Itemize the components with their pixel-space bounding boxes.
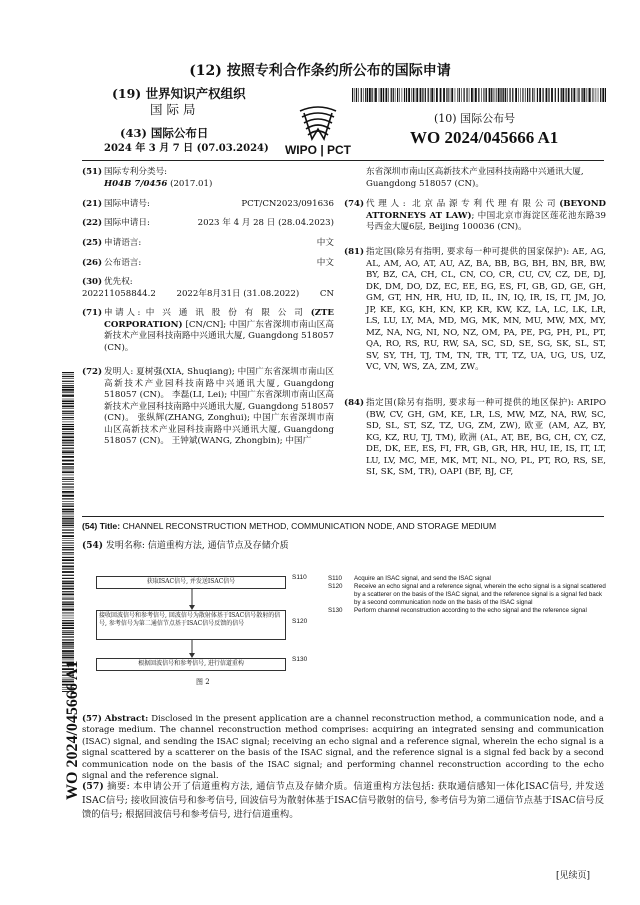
figure-caption: 图 2	[196, 678, 210, 686]
field-21: (21) 国际申请号: PCT/CN2023/091636	[82, 199, 334, 209]
abstract-cn: (57) 摘要: 本申请公开了信道重构方法, 通信节点及存储介质。信道重构方法包括: 获取通信感知一体化ISAC信号, 并发送ISAC信号; 接收回波信号和参考信号, 回波信号为散射体基于ISAC信号散射的信号, 参考信号为第二通信节点基于ISAC信号反馈的信号; 根据回波信号和参考信号, 进行信道重构。	[82, 781, 604, 820]
pubdate-value: 2024 年 3 月 7 日 (07.03.2024)	[104, 143, 269, 154]
flow-step-s130: S130	[292, 656, 308, 663]
pubnum-value: WO 2024/045666 A1	[410, 128, 559, 147]
field-51: (51) 国际专利分类号: H04B 7/0456 (2017.01)	[82, 167, 213, 189]
flow-step-s120: S120	[292, 618, 308, 625]
field-74: (74) 代理人: 北京品源专利代理有限公司(BEYOND ATTORNEYS AT LAW); 中国北京市海淀区莲花池东路39号西金大厦6层, Beijing 100036 (CN)。	[344, 199, 606, 233]
flow-box-s120: 接收回波信号和参考信号, 回波信号为散射体基于ISAC信号散射的信号, 参考信号为第二通信节点基于ISAC信号反馈的信号	[96, 610, 286, 640]
legend-row: S110 Acquire an ISAC signal, and send the ISAC signal	[328, 575, 491, 582]
flow-step-s110: S110	[292, 574, 307, 581]
field-25: (25) 申请语言: 中文	[82, 238, 334, 248]
field-84: (84) 指定国(除另有指明, 要求每一种可提供的地区保护): ARIPO (BW, CV, GH, GM, KE, LR, LS, MW, MZ, NA, RW, SC, SD, SL, ST, SZ, TZ, UG, ZM, ZW), 欧亚 (AM, AZ, BY, KG, KZ, RU, TJ, TM), 欧洲 (AL, AT, BE, BG, CH, CY, CZ, DE, DK, EE, ES, FI, FR, GB, GR, HR, HU, IE, IS, IT, LT, LU, LV, MC, ME, MK, MT, NL, NO, PL, PT, RO, RS, SE, SI, SK, SM, TR), OAPI (BF, BJ, CF,	[344, 398, 606, 478]
legend-row: S130 Perform channel reconstruction according to the echo signal and the reference signal	[328, 607, 587, 615]
continued-note: [见续页]	[556, 871, 591, 881]
svg-text:WIPO | PCT: WIPO | PCT	[284, 143, 352, 157]
field-30: (30) 优先权: 202211058844.2 2022年8月31日 (31.08.2022) CN	[82, 277, 334, 299]
pubdate-label: (43) 国际公布日	[120, 126, 209, 140]
figure-legend	[328, 575, 608, 615]
flow-box-s130: 根据回波信号和参考信号, 进行信道重构	[96, 658, 286, 671]
field-72: (72) 发明人: 夏树强(XIA, Shuqiang); 中国广东省深圳市南山区高新技术产业园科技南路中兴通讯大厦, Guangdong 518057 (CN)。 李磊(LI, Lei); 中国广东省深圳市南山区高新技术产业园科技南路中兴通讯大厦, Guangdong 518057 (CN)。 张纵辉(ZHANG, Zonghui); 中国广东省深圳市南山区高新技术产业园科技南路中兴通讯大厦, Guangdong 518057 (CN)。 王钟斌(WANG, Zhongbin); 中国广	[82, 367, 334, 447]
field-26: (26) 公布语言: 中文	[82, 258, 334, 268]
legend-row: S120 Receive an echo signal and a reference signal, wherein the echo signal is a signal scattered by a scatterer on the basis of the ISAC signal, and the reference signal is a signal fed back by a second communication node on the basis of the ISAC signal	[328, 583, 606, 607]
divider	[82, 516, 604, 517]
field-72-continued: 东省深圳市南山区高新技术产业园科技南路中兴通讯大厦, Guangdong 518057 (CN)。	[366, 167, 584, 189]
document-title: (12) 按照专利合作条约所公布的国际申请	[189, 63, 451, 79]
field-22: (22) 国际申请日: 2023 年 4 月 28 日 (28.04.2023)	[82, 218, 334, 228]
field-71: (71) 申请人: 中 兴 通 讯 股 份 有 限 公 司 (ZTE CORPORATION) [CN/CN]; 中国广东省深圳市南山区高新技术产业园科技南路中兴通讯大厦, Guangdong 518057 (CN)。	[82, 308, 334, 353]
wipo-logo-icon	[268, 105, 368, 157]
side-pubnum: WO 2024/045666 A1	[64, 660, 81, 800]
abstract-en: (57) Abstract: Disclosed in the present application are a channel reconstruction method, a communication node, and a storage medium. The channel reconstruction method comprises: acquiring an integrated sensing and communication (ISAC) signal, and sending the ISAC signal; receiving an echo signal and a reference signal, wherein the echo signal is a signal scattered by a scatterer on the basis of the ISAC signal, and the reference signal is a signal fed back by a second communication node on the basis of the ISAC signal; and performing channel reconstruction according to the echo signal and the reference signal.	[82, 714, 605, 781]
arrow-down-icon	[189, 640, 195, 658]
divider	[82, 160, 604, 161]
org-bureau: 国 际 局	[150, 102, 196, 117]
title-cn: (54) 发明名称: 信道重构方法, 通信节点及存储介质	[82, 541, 289, 551]
barcode-icon	[352, 88, 606, 102]
field-81: (81) 指定国(除另有指明, 要求每一种可提供的国家保护): AE, AG, AL, AM, AO, AT, AU, AZ, BA, BB, BG, BH, BN, BR, BW, BY, BZ, CA, CH, CL, CN, CO, CR, CU, CV, CZ, DE, DJ, DK, DM, DO, DZ, EC, EE, EG, ES, FI, GB, GD, GE, GH, GM, GT, HN, HR, HU, ID, IL, IN, IQ, IR, IS, IT, JM, JO, JP, KE, KG, KH, KN, KP, KR, KW, KZ, LA, LC, LK, LR, LS, LU, LY, MA, MD, MG, MK, MN, MU, MW, MX, MY, MZ, NA, NG, NI, NO, NZ, OM, PA, PE, PG, PH, PL, PT, QA, RO, RS, RU, RW, SA, SC, SD, SE, SG, SK, SL, ST, SV, SY, TH, TJ, TM, TN, TR, TT, TZ, UA, UG, US, UZ, VC, VN, WS, ZA, ZM, ZW。	[344, 247, 606, 373]
flow-box-s110: 获取ISAC信号, 并发送ISAC信号	[96, 576, 286, 589]
pubnum-label: (10) 国际公布号	[434, 112, 516, 125]
vertical-barcode-icon	[62, 372, 74, 692]
org-name: (19) 世界知识产权组织	[112, 86, 246, 101]
title-en: (54) Title: CHANNEL RECONSTRUCTION METHOD, COMMUNICATION NODE, AND STORAGE MEDIUM	[82, 521, 497, 531]
arrow-down-icon	[189, 589, 195, 610]
